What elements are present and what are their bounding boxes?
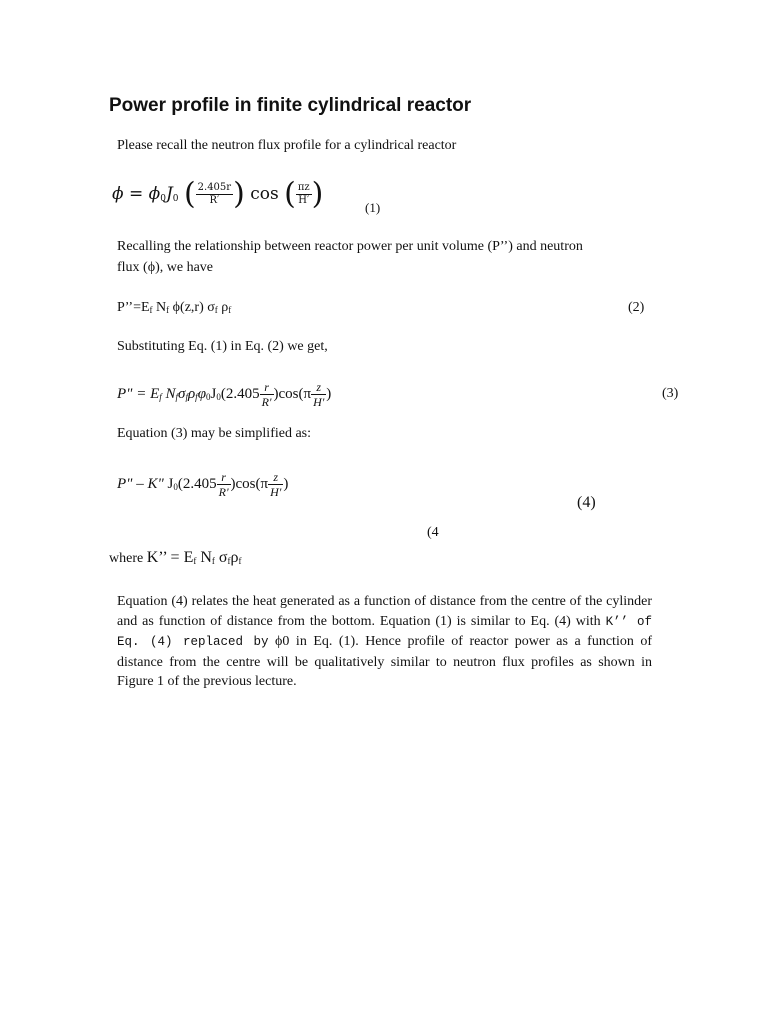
simplified-text: Equation (3) may be simplified as: — [117, 426, 312, 441]
page-title: Power profile in finite cylindrical reactor — [109, 95, 472, 116]
where-k-definition: where K’’ = $E_f$ $N_f$ $\sigma_f\rho_f$ — [109, 549, 242, 566]
eq1-lhs: $\phi = \phi_0J_0$ — [112, 184, 179, 204]
intro-text: Please recall the neutron flux profile for a cylindrical reactor — [117, 138, 457, 153]
equation-2: $P’’=E_f$ $N_f$ ϕ(z,r) $\sigma_f$ $\rho_f$ — [117, 300, 232, 315]
recall-line-2: flux (ϕ), we have — [117, 260, 213, 275]
substituting-text: Substituting Eq. (1) in Eq. (2) we get, — [117, 339, 328, 354]
eq4-number: (4) — [577, 494, 596, 511]
eq1-cos-num: πz — [297, 182, 310, 193]
eq1-arg-num: 2.405r — [197, 182, 232, 193]
eq1-number: (1) — [365, 200, 381, 215]
equation-3: P" = $E_f$ $N_f\sigma_f\rho_f\varphi_0J_0(2.405$ $\frac{r}{R'}$ )cos(π $\frac{z}{H'}$ ) — [117, 380, 332, 410]
equation-1: $\phi = \phi_0J_0$ ( $\frac{2.405r}{R'}$ ) cos ( $\frac{\pi z}{H'}$ ) — [112, 176, 324, 212]
equation-4: P" – K" $J_0(2.405$ $\frac{r}{R'}$ )cos(π $\frac{z}{H'}$ ) — [117, 470, 289, 500]
explanation-paragraph: Equation (4) relates the heat generated as a function of distance from the centre of the cylinder and as function of distance from the bottom. Equation (1) is similar to Eq. (4) with K’’ of Eq. (4) replaced by ϕ0 in Eq. (1). Hence profile of reactor power as a function of distance from the centre will be qualitatively similar to neutron flux profiles as shown in Figure 1 of the previous lecture. — [117, 594, 652, 689]
eq4-stray-number: (4 — [427, 525, 439, 540]
eq1-cos-den: H′ — [298, 195, 310, 206]
recall-line-1: Recalling the relationship between reactor power per unit volume (P’’) and neutron — [117, 239, 583, 254]
eq1-arg-den: R′ — [209, 195, 220, 206]
eq3-number: (3) — [662, 386, 679, 401]
eq2-number: (2) — [628, 300, 645, 315]
eq1-cos: cos — [250, 184, 279, 204]
